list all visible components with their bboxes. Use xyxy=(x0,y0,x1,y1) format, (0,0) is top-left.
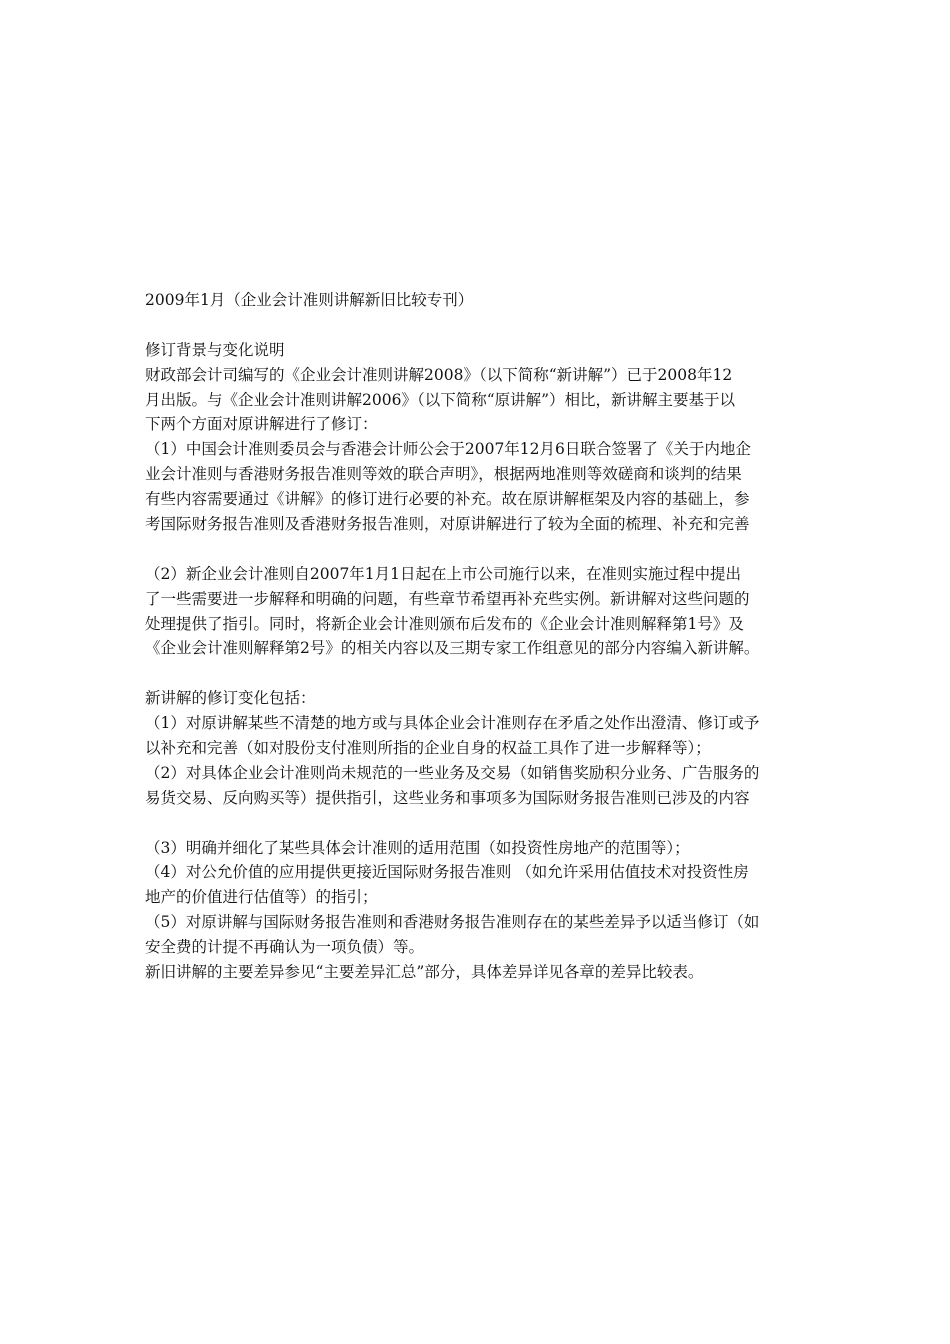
reason2-line: 处理提供了指引。同时，将新企业会计准则颁布后发布的《企业会计准则解释第1号》及 xyxy=(145,614,744,633)
closing-line: 新旧讲解的主要差异参见“主要差异汇总”部分，具体差异详见各章的差异比较表。 xyxy=(145,963,704,982)
change-line: 地产的价值进行估值等）的指引； xyxy=(145,888,378,907)
change-line: （4）对公允价值的应用提供更接近国际财务报告准则 （如允许采用估值技术对投资性房 xyxy=(145,863,749,882)
blank-line xyxy=(145,661,815,686)
reason1-line: （1）中国会计准则委员会与香港会计师公会于2007年12月6日联合签署了《关于内地企 xyxy=(145,440,751,459)
reason1-line: 有些内容需要通过《讲解》的修订进行必要的补充。故在原讲解框架及内容的基础上，参 xyxy=(145,490,750,509)
change2-line: （2）对具体企业会计准则尚未规范的一些业务及交易（如销售奖励积分业务、广告服务的 xyxy=(145,763,760,782)
change-line: （5）对原讲解与国际财务报告准则和香港财务报告准则存在的某些差异予以适当修订（如 xyxy=(145,913,760,932)
intro-line: 下两个方面对原讲解进行了修订： xyxy=(145,415,378,434)
reason1-line: 业会计准则与香港财务报告准则等效的联合声明》，根据两地准则等效磋商和谈判的结果 xyxy=(145,465,742,484)
change1-line: （1）对原讲解某些不清楚的地方或与具体企业会计准则存在矛盾之处作出澄清、修订或予 xyxy=(145,714,760,733)
blank-line xyxy=(145,313,815,338)
reason2-line: 了一些需要进一步解释和明确的问题，有些章节希望再补充些实例。新讲解对这些问题的 xyxy=(145,589,750,608)
change1-line: 以补充和完善（如对股份支付准则所指的企业自身的权益工具作了进一步解释等）； xyxy=(145,739,711,758)
changes-title: 新讲解的修订变化包括： xyxy=(145,689,316,708)
intro-line: 月出版。与《企业会计准则讲解2006》（以下简称“原讲解”）相比，新讲解主要基于以 xyxy=(145,390,736,409)
change2-line: 易货交易、反向购买等）提供指引，这些业务和事项多为国际财务报告准则已涉及的内容 xyxy=(145,788,750,807)
change-line: 安全费的计提不再确认为一项负债）等。 xyxy=(145,938,425,957)
header-line: 2009年1月（企业会计准则讲解新旧比较专刊） xyxy=(145,291,474,309)
section-title: 修订背景与变化说明 xyxy=(145,340,285,359)
reason2-line: （2）新企业会计准则自2007年1月1日起在上市公司施行以来，在准则实施过程中提出 xyxy=(145,564,742,583)
document-body xyxy=(145,288,815,985)
reason2-line: 《企业会计准则解释第2号》的相关内容以及三期专家工作组意见的部分内容编入新讲解。 xyxy=(145,639,760,658)
reason1-line: 考国际财务报告准则及香港财务报告准则，对原讲解进行了较为全面的梳理、补充和完善 xyxy=(145,515,750,534)
blank-line xyxy=(145,811,815,836)
blank-line xyxy=(145,537,815,562)
intro-line: 财政部会计司编写的《企业会计准则讲解2008》（以下简称“新讲解”）已于2008年12 xyxy=(145,365,733,384)
change-line: （3）明确并细化了某些具体会计准则的适用范围（如投资性房地产的范围等）； xyxy=(145,838,690,857)
